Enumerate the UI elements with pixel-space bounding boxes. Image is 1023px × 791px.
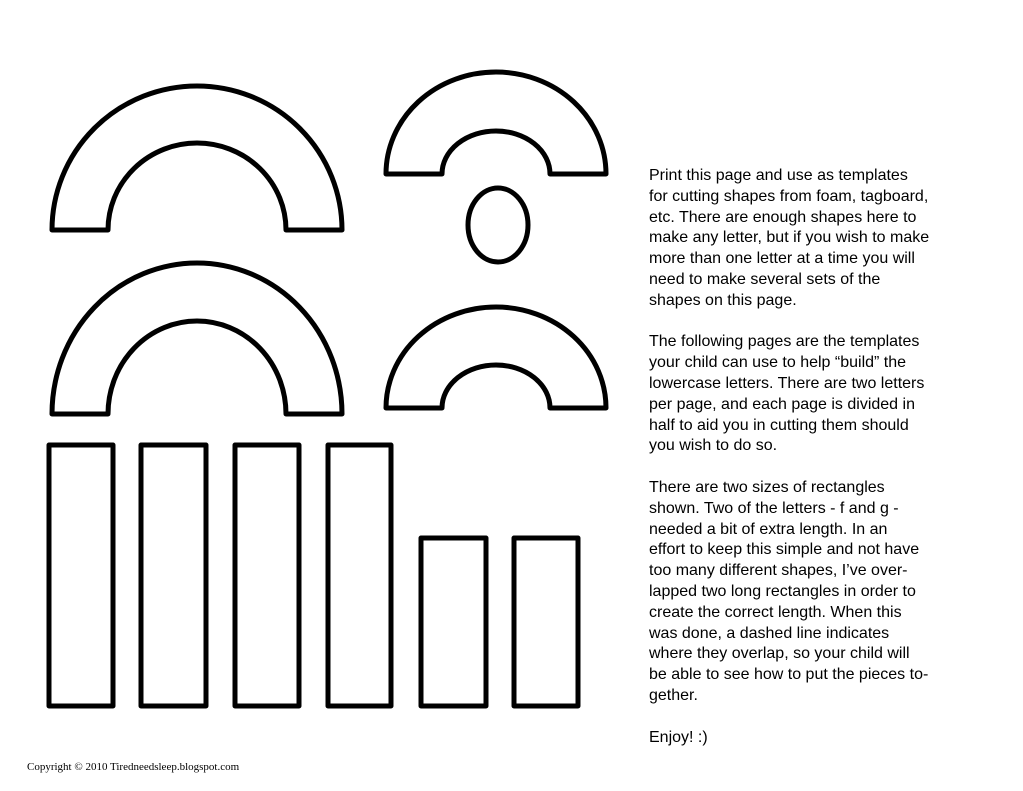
short-rectangle-1	[421, 538, 486, 706]
long-rectangle-4	[328, 445, 391, 706]
long-rectangle-2	[141, 445, 206, 706]
instructions-paragraph-2: The following pages are the templates your child can use to help “build” the lowercase letters. There are two letters per page, and each page is divided in half to aid you in cutting them should you wish to do so.	[649, 333, 925, 455]
small-arch-bottom	[386, 307, 606, 408]
short-rectangle-2	[514, 538, 578, 706]
large-arch-bottom	[52, 263, 342, 414]
instructions-paragraph-4: Enjoy! :)	[649, 728, 708, 746]
long-rectangle-1	[49, 445, 113, 706]
small-arch-top	[386, 72, 606, 174]
long-rectangle-3	[235, 445, 299, 706]
oval-shape	[468, 188, 528, 262]
instructions-text	[649, 166, 979, 769]
large-arch-top	[52, 86, 342, 230]
instructions-paragraph-3: There are two sizes of rectangles shown. Two of the letters - f and g - needed a bit of extra length. In an effort to keep this simple and not have too many different shapes, I’ve over- lapped two long rectangles in order to create the correct length. When this was done, a dashed line indicates where they overlap, so your child will be able to see how to put the pieces to- gether.	[649, 478, 929, 704]
instructions-paragraph-1: Print this page and use as templates for cutting shapes from foam, tagboard, etc. There are enough shapes here to make any letter, but if you wish to make more than one letter at a time you will need to make several sets of the shapes on this page.	[649, 167, 930, 309]
copyright-notice: Copyright © 2010 Tiredneedsleep.blogspot.com	[27, 761, 240, 773]
